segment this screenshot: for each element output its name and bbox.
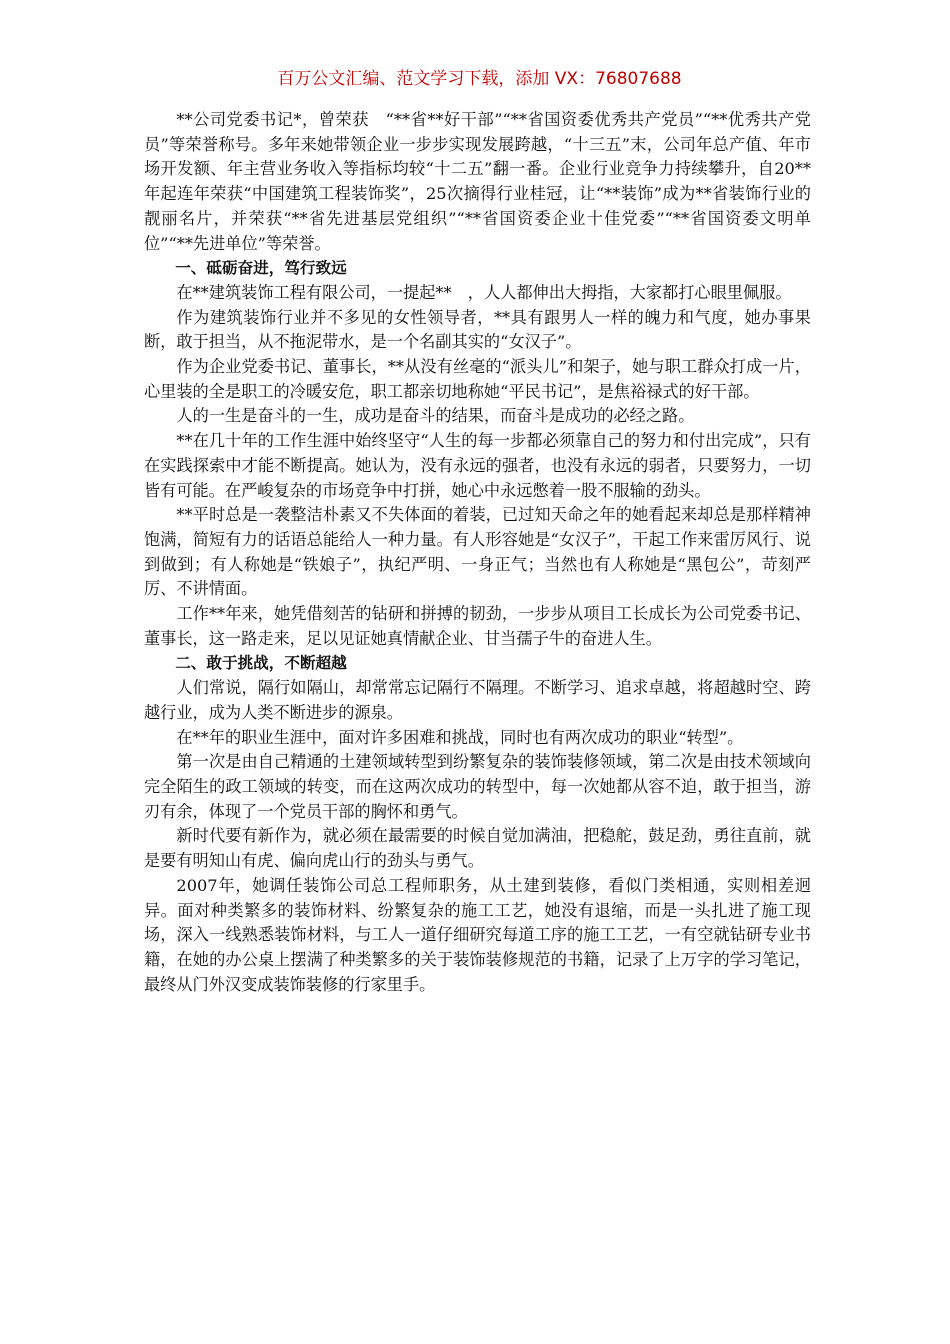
section-heading-2: 二、敢于挑战，不断超越: [175, 654, 347, 673]
body-paragraph: 作为企业党委书记、董事长，**从没有丝毫的“派头儿”和架子，她与职工群众打成一片，心里装的全是职工的冷暖安危，职工都亲切地称她“平民书记”，是焦裕禄式的好干部。: [144, 357, 811, 401]
section-heading-1: 一、砥砺奋进，笃行致远: [175, 259, 347, 278]
body-paragraph: 在**年的职业生涯中，面对许多困难和挑战，同时也有两次成功的职业“转型”。: [176, 727, 744, 747]
body-paragraph: 人们常说，隔行如隔山，却常常忘记隔行不隔理。不断学习、追求卓越，将超越时空、跨越行业，成为人类不断进步的源泉。: [144, 678, 811, 722]
body-paragraph: 工作**年来，她凭借刻苦的钻研和拼搏的韧劲，一步步从项目工长成长为公司党委书记、董事长，这一路走来，足以见证她真情献企业、甘当孺子牛的奋进人生。: [144, 604, 811, 648]
document-body: [144, 108, 811, 997]
body-paragraph: 人的一生是奋斗的一生，成功是奋斗的结果，而奋斗是成功的必经之路。: [176, 406, 695, 426]
header-banner: 百万公文汇编、范文学习下载，添加 VX：76807688: [277, 69, 682, 89]
body-paragraph: 在**建筑装饰工程有限公司，一提起** ，人人都伸出大拇指，大家都打心眼里佩服。: [176, 282, 792, 302]
body-paragraph: **平时总是一袭整洁朴素又不失体面的着装，已过知天命之年的她看起来却总是那样精神饱满，简短有力的话语总能给人一种力量。有人形容她是“女汉子”，干起工作来雷厉风行、说到做到；有人称她是“铁娘子”，执纪严明、一身正气；当然也有人称她是“黑包公”，苛刻严厉、不讲情面。: [144, 505, 811, 599]
body-paragraph: 2007年，她调任装饰公司总工程师职务，从土建到装修，看似门类相通，实则相差迥异。面对种类繁多的装饰材料、纷繁复杂的施工工艺，她没有退缩，而是一头扎进了施工现场，深入一线熟悉装饰材料，与工人一道仔细研究每道工序的施工工艺，一有空就钻研专业书籍，在她的办公桌上摆满了种类繁多的关于装饰装修规范的书籍，记录了上万字的学习笔记，最终从门外汉变成装饰装修的行家里手。: [144, 875, 811, 994]
body-paragraph: **在几十年的工作生涯中始终坚守“人生的每一步都必须靠自己的努力和付出完成”，只有在实践探索中才能不断提高。她认为，没有永远的强者，也没有永远的弱者，只要努力，一切皆有可能。在严峻复杂的市场竞争中打拼，她心中永远憋着一股不服输的劲头。: [144, 431, 811, 500]
intro-paragraph: **公司党委书记*，曾荣获 “**省**好干部”“**省国资委优秀共产党员”“**优秀共产党员”等荣誉称号。多年来她带领企业一步步实现发展跨越，“十三五”末，公司年总产值、年市场开发额、年主营业务收入等指标均较“十二五”翻一番。企业行业竞争力持续攀升，自20**年起连年荣获“中国建筑工程装饰奖”，25次摘得行业桂冠，让“**装饰”成为**省装饰行业的靓丽名片，并荣获“**省先进基层党组织”“**省国资委企业十佳党委”“**省国资委文明单位”“**先进单位”等荣誉。: [144, 110, 811, 253]
body-paragraph: 第一次是由自己精通的土建领域转型到纷繁复杂的装饰装修领域，第二次是由技术领域向完全陌生的政工领域的转变，而在这两次成功的转型中，每一次她都从容不迫，敢于担当，游刃有余，体现了一个党员干部的胸怀和勇气。: [144, 752, 811, 821]
body-paragraph: 新时代要有新作为，就必须在最需要的时候自觉加满油，把稳舵，鼓足劲，勇往直前，就是要有明知山有虎、偏向虎山行的劲头与勇气。: [144, 826, 811, 871]
body-paragraph: 作为建筑装饰行业并不多见的女性领导者，**具有跟男人一样的魄力和气度，她办事果断，敢于担当，从不拖泥带水，是一个名副其实的“女汉子”。: [144, 307, 811, 352]
